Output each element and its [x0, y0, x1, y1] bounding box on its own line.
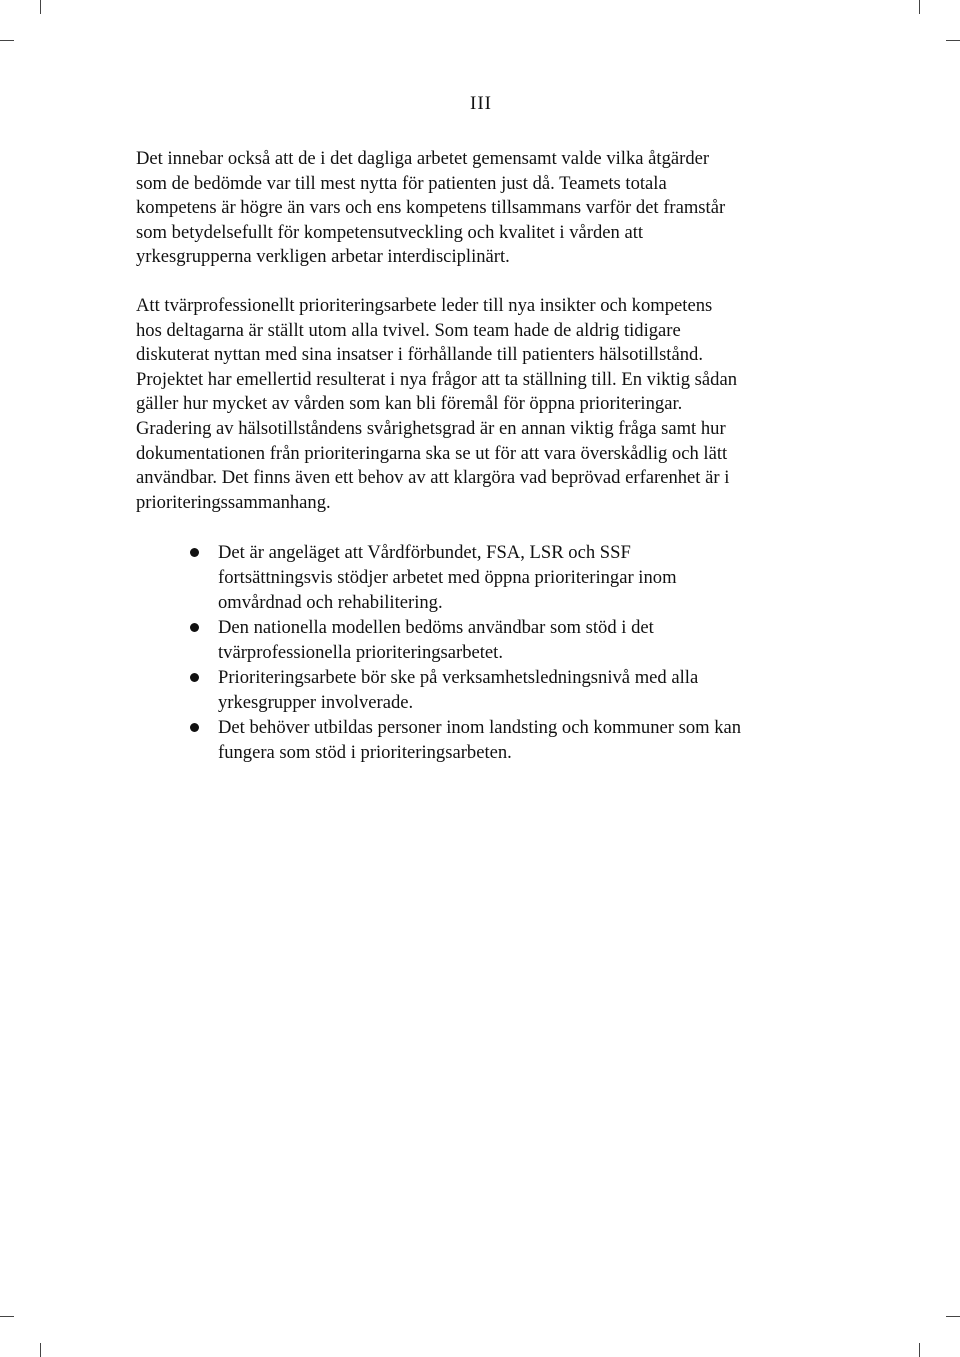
paragraph-line: kompetens är högre än vars och ens kompetens tillsammans varför det framstår [136, 197, 726, 219]
list-item-line: fungera som stöd i prioriteringsarbeten. [218, 742, 512, 763]
list-item-line: Den nationella modellen bedöms användbar som stöd i det [218, 617, 654, 638]
paragraph-line: Att tvärprofessionellt prioriteringsarbete leder till nya insikter och kompetens [136, 295, 713, 316]
list-item [136, 540, 836, 615]
paragraph-2 [136, 294, 836, 515]
list-item-line: Det är angeläget att Vårdförbundet, FSA, LSR och SSF [218, 542, 631, 563]
paragraph-line: Det innebar också att de i det dagliga arbetet gemensamt valde vilka åtgärder [136, 148, 710, 169]
list-item [136, 615, 836, 665]
paragraph-line: diskuterat nyttan med sina insatser i förhållande till patienters hälsotillstånd. [136, 344, 703, 366]
paragraph-line: hos deltagarna är ställt utom alla tvivel. Som team hade de aldrig tidigare [136, 319, 681, 341]
paragraph-line: dokumentationen från prioriteringarna ska se ut för att vara överskådlig och lätt [136, 442, 728, 464]
crop-mark-top-left [40, 0, 41, 14]
list-item-line: yrkesgrupper involverade. [218, 692, 414, 713]
list-item-line: Det behöver utbildas personer inom landsting och kommuner som kan [218, 717, 742, 738]
list-item-line: Prioriteringsarbete bör ske på verksamhetsledningsnivå med alla [218, 667, 699, 688]
crop-mark-bottom-left [40, 1343, 41, 1357]
paragraph-line: gäller hur mycket av vården som kan bli föremål för öppna prioriteringar. [136, 393, 683, 415]
bullet-icon [190, 723, 199, 732]
paragraph-line: yrkesgrupperna verkligen arbetar interdisciplinärt. [136, 246, 510, 268]
recommendation-list [136, 540, 836, 765]
crop-mark-bottom-right [919, 1343, 920, 1357]
list-item-line: tvärprofessionella prioriteringsarbetet. [218, 642, 503, 663]
page-number: III [470, 93, 492, 114]
paragraph-line: som betydelsefullt för kompetensutveckling och kvalitet i vården att [136, 221, 644, 243]
list-item [136, 665, 836, 715]
paragraph-line: Gradering av hälsotillståndens svårighetsgrad är en annan viktig fråga samt hur [136, 417, 726, 439]
crop-mark-top-right [919, 0, 920, 14]
paragraph-line: prioriteringssammanhang. [136, 491, 331, 513]
list-item-line: omvårdnad och rehabilitering. [218, 592, 443, 613]
crop-mark-bottom-left-h [0, 1316, 14, 1317]
paragraph-1 [136, 147, 836, 270]
bullet-icon [190, 623, 199, 632]
paragraph-line: som de bedömde var till mest nytta för patienten just då. Teamets totala [136, 172, 667, 194]
crop-mark-top-right-h [946, 40, 960, 41]
list-item [136, 715, 836, 765]
paragraph-line: Projektet har emellertid resulterat i nya frågor att ta ställning till. En viktig sådan [136, 368, 738, 390]
paragraph-line: användbar. Det finns även ett behov av att klargöra vad beprövad erfarenhet är i [136, 467, 730, 489]
crop-mark-bottom-right-h [946, 1316, 960, 1317]
crop-mark-top-left-h [0, 40, 14, 41]
bullet-icon [190, 548, 199, 557]
list-item-line: fortsättningsvis stödjer arbetet med öppna prioriteringar inom [218, 567, 677, 588]
bullet-icon [190, 673, 199, 682]
